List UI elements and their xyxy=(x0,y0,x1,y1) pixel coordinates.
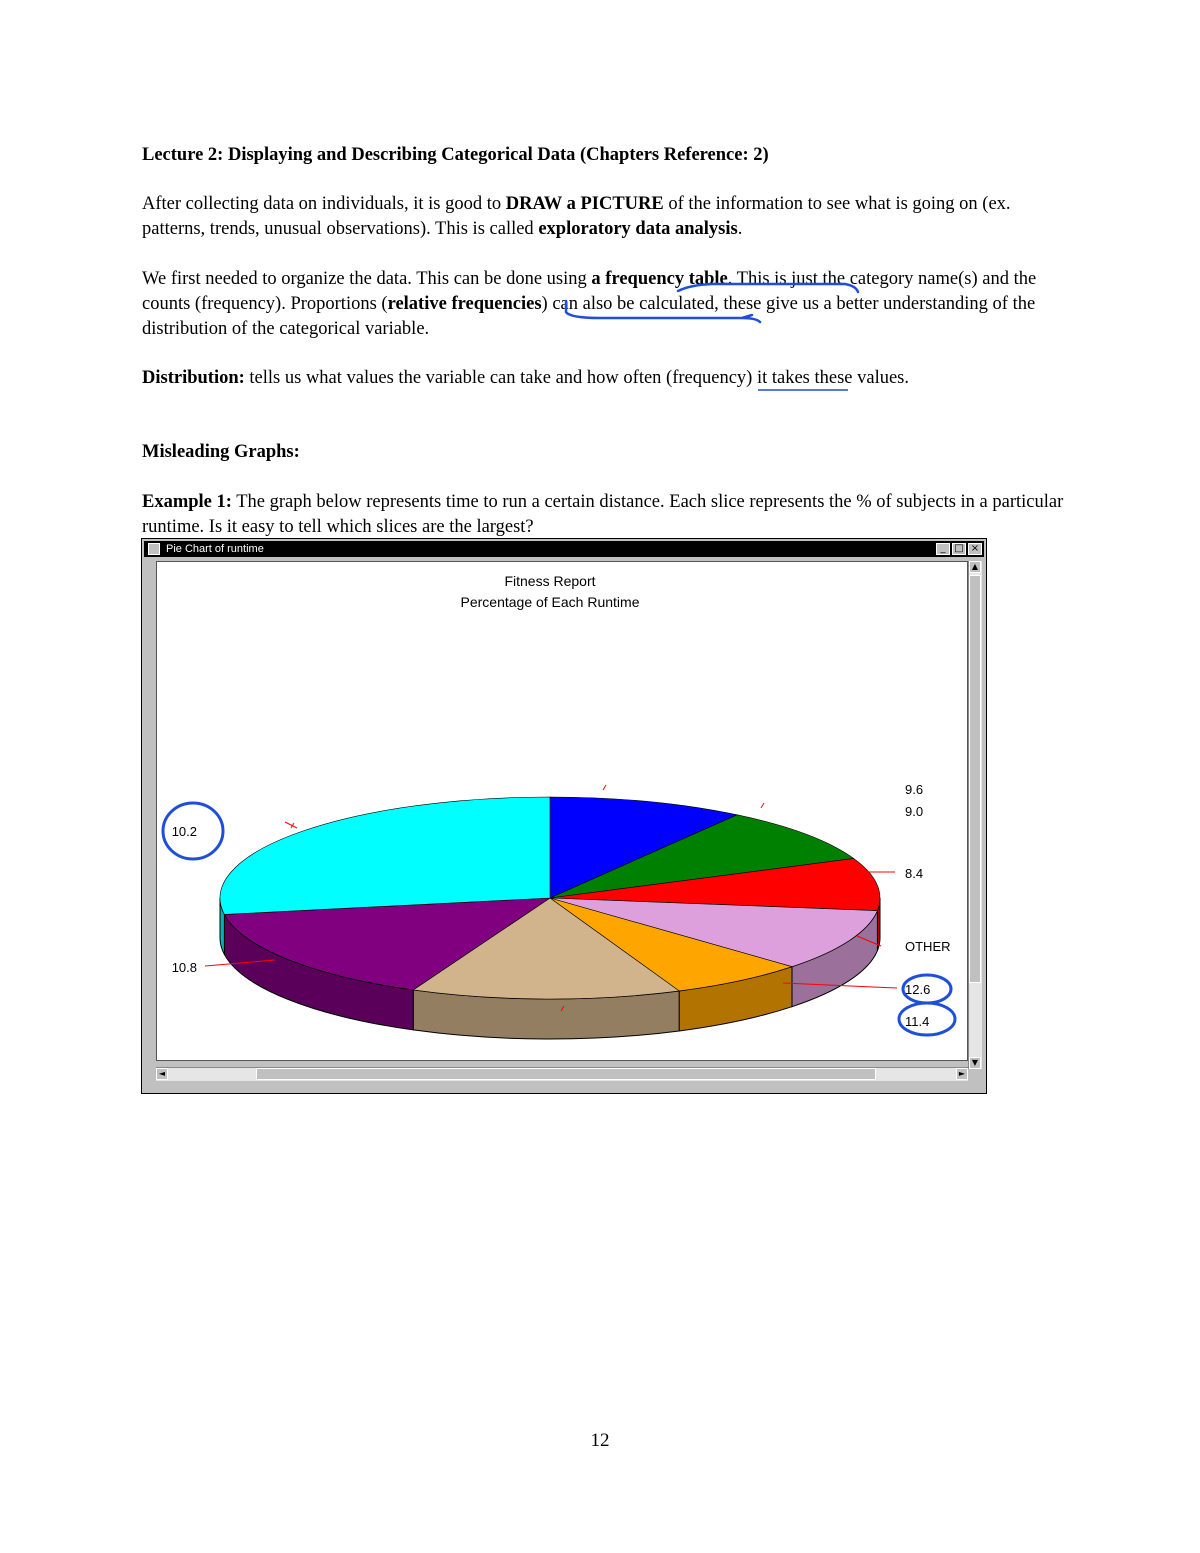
data-label-1: 9.0 xyxy=(905,804,924,819)
p1-bold-draw-picture: DRAW a PICTURE xyxy=(505,194,664,214)
minimize-button[interactable]: _ xyxy=(936,543,950,555)
p2-bold-frequency-table: a frequency table xyxy=(591,269,728,289)
frequency-paragraph xyxy=(142,267,1072,342)
example-paragraph xyxy=(142,490,1072,540)
vertical-scrollbar[interactable] xyxy=(968,561,982,1069)
data-label-6: 10.8 xyxy=(171,960,197,975)
p2-bold-relative-frequencies: relative frequencies xyxy=(387,294,542,314)
p3-bold-distribution: Distribution: xyxy=(142,368,245,388)
p2-text-c: . This is just the category name(s) and the counts (frequency). Proportions ( xyxy=(142,269,1037,314)
window-title: Pie Chart of runtime xyxy=(166,543,264,555)
misleading-graphs-heading: Misleading Graphs: xyxy=(142,442,300,462)
p2-text-e: ) can also be calculated, these give us a better understanding of the distribution of the categorical variable. xyxy=(142,294,1036,339)
p1-text-a: After collecting data on individuals, it is good to xyxy=(142,194,506,214)
page-number: 12 xyxy=(590,1430,610,1451)
pie-chart xyxy=(157,562,969,1062)
p1-text-e: . xyxy=(737,219,743,239)
data-label-2: 8.4 xyxy=(905,866,924,881)
close-button[interactable]: × xyxy=(968,543,982,555)
app-icon xyxy=(148,543,160,555)
maximize-button[interactable]: □ xyxy=(952,543,966,555)
intro-paragraph xyxy=(142,192,1072,242)
chart-canvas xyxy=(156,561,968,1061)
data-label-7: 10.2 xyxy=(171,824,197,839)
p1-bold-eda: exploratory data analysis xyxy=(538,219,738,239)
data-label-4: 12.6 xyxy=(905,982,931,997)
data-label-5: 11.4 xyxy=(905,1014,930,1029)
p3-text-b: tells us what values the variable can take and how often (frequency) it takes these values. xyxy=(244,368,910,388)
lecture-heading: Lecture 2: Displaying and Describing Categorical Data (Chapters Reference: 2) xyxy=(142,145,769,165)
distribution-paragraph xyxy=(142,366,1072,391)
data-label-0: 9.6 xyxy=(905,782,924,797)
example-text: The graph below represents time to run a certain distance. Each slice represents the % of subjects in a particular runtime. Is it easy to tell which slices are the largest? xyxy=(142,492,1064,537)
vertical-scroll-thumb[interactable] xyxy=(969,575,981,983)
window-titlebar[interactable] xyxy=(144,541,984,557)
pie-slice-7 xyxy=(220,797,550,914)
chart-subtitle: Percentage of Each Runtime xyxy=(460,594,640,610)
horizontal-scroll-thumb[interactable] xyxy=(256,1068,876,1080)
scroll-up-button[interactable]: ▲ xyxy=(969,561,981,573)
p2-text-a: We first needed to organize the data. This can be done using xyxy=(142,269,592,289)
p1-text-c: of the information to see what is going on (ex. patterns, trends, unusual observations). This is called xyxy=(142,194,1011,239)
example-label: Example 1: xyxy=(142,492,232,512)
rim-tick-1 xyxy=(761,803,764,808)
scroll-down-button[interactable]: ▼ xyxy=(969,1057,981,1069)
data-label-3: OTHER xyxy=(905,939,951,954)
scroll-left-button[interactable]: ◄ xyxy=(156,1068,168,1080)
pie-chart-window xyxy=(141,538,987,1094)
rim-tick-0 xyxy=(603,785,606,790)
horizontal-scrollbar[interactable] xyxy=(156,1067,968,1081)
scroll-right-button[interactable]: ► xyxy=(956,1068,968,1080)
chart-title: Fitness Report xyxy=(504,573,596,589)
